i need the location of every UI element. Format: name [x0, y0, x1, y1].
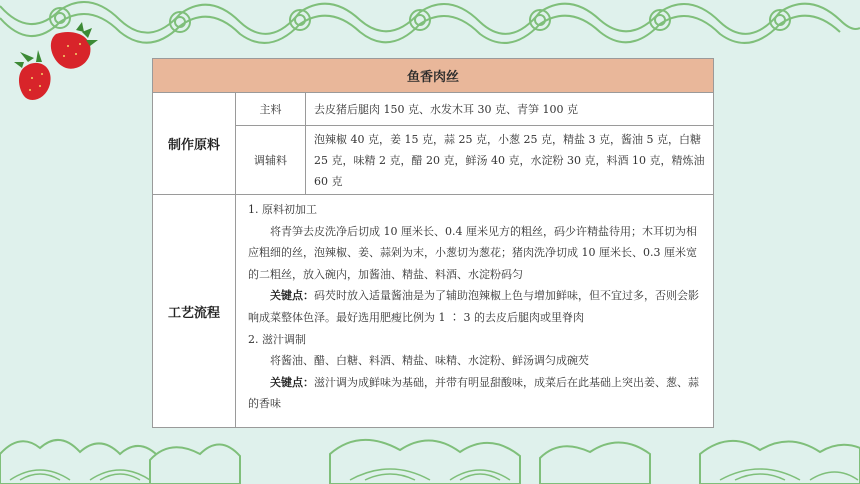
seasonings-text: 泡辣椒 40 克，姜 15 克，蒜 25 克，小葱 25 克，精盐 3 克，酱油 5 克，白糖 25 克，味精 2 克，醋 20 克，鲜汤 40 克，水淀粉 30 克，料酒 10 克，精炼油 60 克 [306, 126, 714, 195]
main-ingredients-text: 去皮猪后腿肉 150 克、水发木耳 30 克、青笋 100 克 [306, 93, 714, 126]
step1-text: 将青笋去皮洗净后切成 10 厘米长、0.4 厘米见方的粗丝，码少许精盐待用；木耳切为相应粗细的丝，泡辣椒、姜、蒜剁为末，小葱切为葱花；猪肉洗净切成 10 厘米长、0.3 厘米宽的二粗丝，放入碗内，加酱油、精盐、料酒、水淀粉码匀 [248, 224, 697, 281]
cloud-ornament-top [0, 0, 860, 56]
step1-title: 1. 原料初加工 [248, 203, 317, 216]
table-title: 鱼香肉丝 [153, 59, 714, 93]
key-point-2 [248, 372, 705, 415]
key-point-1-text: 码芡时放入适量酱油是为了辅助泡辣椒上色与增加鲜味，但不宜过多，否则会影响成菜整体色泽。最好选用肥瘦比例为 1 ∶ 3 的去皮后腿肉或里脊肉 [248, 289, 699, 324]
key-point-1-label: 关键点： [270, 289, 314, 303]
strawberry-icon [51, 22, 98, 69]
step2-text: 将酱油、醋、白糖、料酒、精盐、味精、水淀粉、鲜汤调匀成碗芡 [270, 354, 589, 368]
main-ingredients-row [153, 93, 714, 126]
process-content [236, 195, 714, 428]
recipe-card [152, 58, 713, 428]
step2-title: 2. 滋汁调制 [248, 332, 306, 346]
wave-ornament-bottom [0, 424, 860, 484]
seasonings-row [153, 126, 714, 195]
ingredients-section-label: 制作原料 [153, 93, 236, 195]
key-point-2-label: 关键点： [270, 375, 314, 389]
process-row [153, 195, 714, 428]
strawberry-icon [14, 50, 51, 100]
main-ingredients-label: 主料 [236, 93, 306, 126]
seasonings-label: 调辅料 [236, 126, 306, 195]
table-title-row [153, 59, 714, 93]
recipe-table [152, 58, 714, 428]
key-point-2-text: 滋汁调为成鲜味为基础，并带有明显甜酸味，成菜后在此基础上突出姜、葱、蒜的香味 [248, 375, 699, 411]
process-section-label: 工艺流程 [153, 195, 236, 428]
key-point-1 [248, 285, 705, 328]
strawberry-decoration [12, 10, 102, 106]
